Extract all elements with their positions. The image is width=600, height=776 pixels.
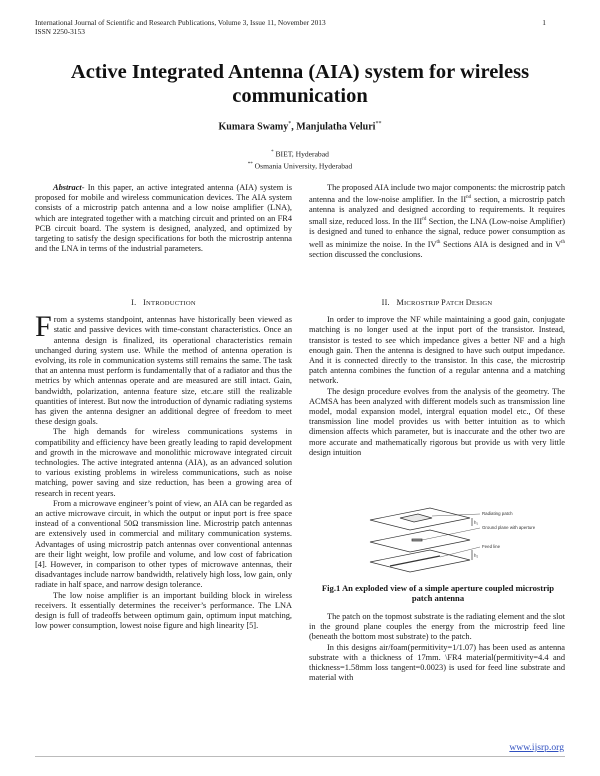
paper-title: Active Integrated Antenna (AIA) system for wireless communication: [70, 61, 530, 107]
author-mark: *: [288, 121, 292, 127]
author-name: Manjulatha Veluri: [296, 121, 376, 133]
figure-label-ground: Ground plane with aperture: [482, 525, 536, 530]
journal-header: [35, 18, 555, 36]
paragraph: The design procedure evolves from the analysis of the geometry. The ACMSA has been analyzed with different models such as transmission line model, modal expansion model, intergral equation model etc., Of these transmission line model provides us with better intuition as to which dimension affects which parameter, but is inaccurate and the other two are more accurate and mathematically rigorous but provide us with very little design intuition: [309, 386, 565, 457]
drop-cap: F: [35, 310, 52, 344]
ordinal-mark: th: [561, 239, 565, 245]
section-microstrip-cont: [309, 612, 565, 683]
dim-label-h2: h₂: [474, 553, 479, 558]
figure-label-patch: Radiating patch: [482, 511, 513, 516]
issn: ISSN 2250-3153: [35, 27, 85, 36]
affiliation: [40, 148, 560, 160]
author-name: Kumara Swamy: [218, 121, 289, 133]
section-title-initial: D: [465, 298, 472, 307]
aperture-slot: [412, 539, 422, 541]
paragraph: rom a systems standpoint, antennas have historically been viewed as static and passive devices with time-constant characteristics. Once an antenna design is finalized, its operational characteristics remain unchanged during system use. While the method of antenna operation is evolving, its role in communication systems still remains the same. The task that an antenna must perform is fundamentally that of a radiator and thus the metrics by which antennas operate and are measured are still intact. Gain, bandwidth, polarization, antenna feature size, etc.are still the realizable quantities of interest. But now the introduction of dynamic radiating systems has given the antenna designer an additional degree of freedom to meet these design goals.: [35, 315, 292, 427]
paragraph: The high demands for wireless communications systems in compatibility and efficiency have been greatly leading to rapid development and growth in the microwave and monolithic microwave integrated circuit technologies. The active integrated antenna (AIA), as an advanced solution to various existing problems in wireless communications, such as noise matching, power saving and size reduction, has been a growing area of research in recent years.: [35, 427, 292, 498]
section-title-rest: NTRODUCTION: [146, 300, 196, 307]
intro-text: The proposed AIA include two major components: the microstrip patch antenna and the low-noise amplifier. In the II: [309, 183, 565, 204]
section-introduction: [35, 298, 292, 632]
intro-paragraph: [309, 183, 565, 260]
author-list: [40, 121, 560, 132]
paragraph: From a microwave engineer’s point of view, an AIA can be regarded as an active microwave circuit, in which the output or input port is free space instead of a conventional 50Ω transmission line. Microstrip patch antennas are extensively used in commercial and military communication systems. Advantages of using microstrip patch antennas over conventional antennas are their light weight, low profile and volume, and low cost of fabrication [4]. However, in comparison to other types of microwave antennas, their disadvantages include narrow bandwidth, relatively high loss, low gain, only radiate in half space, and narrow design tolerance.: [35, 498, 292, 590]
paragraph: The patch on the topmost substrate is the radiating element and the slot in the ground plane couples the energy from the microstrip feed line (beneath the bottom most substrate) to the patch.: [309, 612, 565, 642]
affiliation: [40, 160, 560, 172]
section-title-rest: ICROSTRIP: [404, 300, 442, 307]
author-separator: ,: [291, 121, 297, 133]
section-heading: [309, 298, 565, 309]
section-title-rest: ESIGN: [471, 300, 493, 307]
author-mark: **: [375, 121, 382, 127]
intro-text: section, a microstrip patch antenna is analyzed and designed according to requirements. It requires small size, reduced loss. In the III: [309, 194, 565, 227]
footer-rule: [35, 756, 565, 757]
section-title-initial: I: [143, 298, 147, 307]
section-numeral: I.: [131, 298, 137, 307]
journal-url-link[interactable]: www.ijsrp.org: [509, 742, 564, 753]
journal-line: International Journal of Scientific and Research Publications, Volume 3, Issue 11, November 2013: [35, 18, 326, 27]
affiliation-text: BIET, Hyderabad: [275, 149, 329, 159]
section-title-rest: ATCH: [445, 300, 466, 307]
paragraph: The low noise amplifier is an important building block in wireless receivers. It essentially determines the receiver’s performance. The LNA design is full of tradeoffs between optimum gain, optimum input matching, low power consumption, lowest noise figure and high linearity [5].: [35, 590, 292, 631]
dim-label-h1: h₁: [474, 520, 478, 525]
intro-text: Sections AIA is designed and in V: [440, 239, 562, 249]
page-number: 1: [542, 18, 546, 27]
ordinal-mark: th: [436, 239, 441, 245]
section-numeral: II.: [381, 298, 390, 307]
paragraph: In this designs air/foam(permitivity=1/1.07) has been used as antenna substrate with a thickness of 17mm. \FR4 material(permitivity=4.4 and thickness=1.58mm loss tangent=0.0023) is used for feed line substrate and material with: [309, 642, 565, 683]
affiliation-text: Osmania University, Hyderabad: [254, 161, 353, 171]
figure-aperture-coupled-patch: [360, 504, 540, 578]
affiliations: [40, 148, 560, 171]
abstract: [35, 183, 292, 254]
intro-text: Section, the LNA (Low-noise Amplifier) is designed and tuned to enhance the signal, reduce power consumption as well as minimize the noise. In the IV: [309, 217, 566, 249]
paragraph: In order to improve the NF while maintaining a good gain, conjugate matching is no longer used at the input port of the transistor. Instead, transistor is tested to see which impedance gives a better NF and a high enough gain. Then the antenna is designed to have such output impedance. And it is connected directly to the transistor. In this case, the microstrip patch antenna combines the function of a regular antenna and a matching network.: [309, 315, 565, 386]
affiliation-mark: **: [247, 161, 253, 167]
section-title-initial: P: [441, 298, 446, 307]
figure-caption: Fig.1 An exploded view of a simple aperture coupled microstrip patch antenna: [321, 583, 555, 603]
affiliation-mark: *: [271, 150, 274, 155]
section-title-initial: M: [396, 298, 405, 307]
section-heading: [35, 298, 292, 309]
radiating-patch: [400, 514, 432, 522]
ordinal-mark: rd: [422, 217, 427, 223]
feed-line: [390, 556, 440, 566]
abstract-label: Abstract-: [53, 183, 85, 192]
ordinal-mark: nd: [466, 195, 472, 201]
abstract-text: In this paper, an active integrated antenna (AIA) system is proposed for mobile and wireless communication devices. The AIA system consists of a microstrip patch antenna and a low noise amplifier (LNA), which are integrated together with a matching circuit and printed on an FR4 PCB circuit board. The system is designed, analyzed, and optimized by targeting to satisfy the design specifications for both the microstrip antenna and the LNA in terms of the industrial parameters.: [35, 183, 292, 254]
section-microstrip: [309, 298, 565, 458]
figure-label-feed: Feed line: [482, 544, 501, 549]
intro-text: section discussed the conclusions.: [309, 249, 423, 259]
